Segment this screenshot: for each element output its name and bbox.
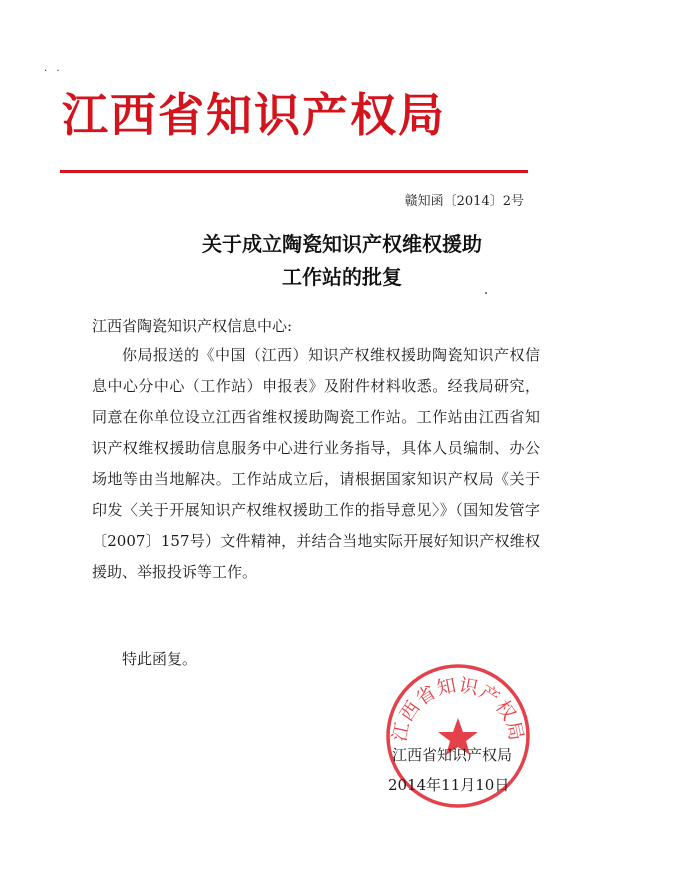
seal-text: 江西省知识产权局: [388, 674, 528, 744]
closing-line: 特此函复。: [122, 650, 198, 668]
recipient: 江西省陶瓷知识产权信息中心:: [92, 317, 293, 335]
scan-speck: · ·: [44, 66, 63, 77]
body-paragraph: 你局报送的《中国（江西）知识产权维权援助陶瓷知识产权信息中心分中心（工作站）申报表》及附件材料收悉。经我局研究，同意在你单位设立江西省维权援助陶瓷工作站。工作站由江西省知识产权维权援助信息服务中心进行业务指导，具体人员编制、办公场地等由当地解决。工作站成立后，请根据国家知识产权局《关于印发〈关于开展知识产权维权援助工作的指导意见〉》（国知发管字〔2007〕157号）文件精神，并结合当地实际开展好知识产权维权援助、举报投诉等工作。: [92, 346, 540, 581]
document-title: [92, 228, 592, 294]
title-line-1: 关于成立陶瓷知识产权维权援助: [202, 232, 482, 256]
letterhead-rule: [60, 170, 528, 173]
body-text: [92, 340, 540, 588]
scan-dot: [485, 292, 487, 294]
document-number: 赣知函〔2014〕2号: [404, 194, 524, 209]
issuer-name: 江西省知识产权局: [392, 746, 513, 764]
title-line-2: 工作站的批复: [282, 265, 402, 289]
letterhead-title: 江西省知识产权局: [62, 88, 446, 142]
issue-date: 2014年11月10日: [388, 776, 510, 794]
